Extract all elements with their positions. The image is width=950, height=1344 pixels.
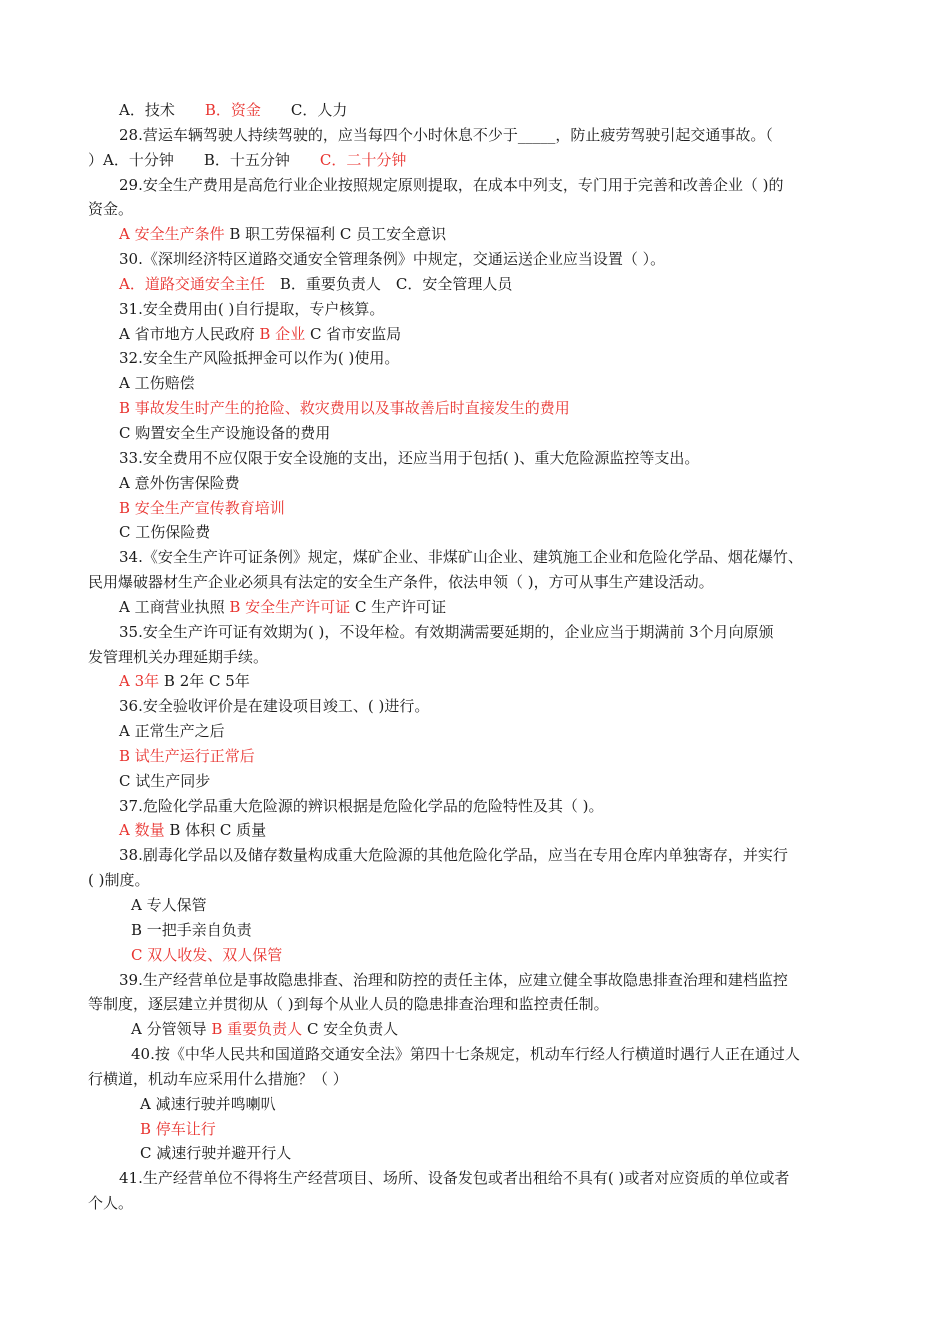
answer-text: C．二十分钟	[319, 150, 407, 169]
text-line	[88, 694, 880, 719]
text-line	[88, 471, 880, 496]
line-text: 41.生产经营单位不得将生产经营项目、场所、设备发包或者出租给不具有( )或者对应资质的单位或者	[119, 1169, 790, 1188]
text-line	[88, 843, 880, 868]
line-text: 35.安全生产许可证有效期为( )，不设年检。有效期满需要延期的，企业应当于期满前 3个月向原颁	[119, 622, 774, 641]
text-line	[88, 794, 880, 819]
text-line	[88, 893, 880, 918]
line-text: A 工伤赔偿	[119, 374, 195, 393]
text-line	[88, 98, 880, 123]
answer-text: B 企业	[259, 324, 306, 343]
text-line	[88, 148, 880, 173]
text-line	[88, 1166, 880, 1191]
answer-text: B 安全生产许可证	[229, 597, 351, 616]
text-line	[88, 918, 880, 943]
line-text: 行横道，机动车应采用什么措施？（ ）	[88, 1069, 348, 1088]
line-text: 31.安全费用由( )自行提取，专户核算。	[119, 299, 385, 318]
text-line	[88, 496, 880, 521]
text-line	[88, 968, 880, 993]
text-line	[88, 595, 880, 620]
answer-text: A．道路交通安全主任	[119, 274, 265, 293]
line-text: C 安全负责人	[302, 1020, 399, 1039]
text-line	[88, 222, 880, 247]
text-line	[88, 421, 880, 446]
text-line	[88, 1017, 880, 1042]
answer-text: B 安全生产宣传教育培训	[119, 498, 285, 517]
text-line	[88, 1092, 880, 1117]
document-body	[88, 98, 880, 1216]
line-text: C 减速行驶并避开行人	[140, 1144, 292, 1163]
text-line	[88, 272, 880, 297]
line-text: A．技术	[119, 101, 205, 119]
text-line	[88, 769, 880, 794]
line-text: 38.剧毒化学品以及储存数量构成重大危险源的其他危险化学品，应当在专用仓库内单独寄存，并实行	[119, 846, 788, 865]
text-line	[88, 1117, 880, 1142]
line-text: B 职工劳保福利 C 员工安全意识	[224, 225, 447, 244]
line-text: A 省市地方人民政府	[119, 324, 260, 343]
line-text: ( )制度。	[88, 871, 150, 890]
text-line	[88, 297, 880, 322]
line-text: B 2年 C 5年	[159, 672, 250, 691]
text-line	[88, 719, 880, 744]
line-text: 36.安全验收评价是在建设项目竣工、( )进行。	[119, 697, 430, 716]
text-line	[88, 520, 880, 545]
answer-text: A 3年	[119, 672, 160, 691]
text-line	[88, 322, 880, 347]
line-text: A 意外伤害保险费	[119, 473, 240, 492]
line-text: C 省市安监局	[305, 324, 402, 343]
line-text: C 试生产同步	[119, 771, 211, 790]
line-text: B．重要负责人 C．安全管理人员	[264, 274, 513, 293]
line-text: 等制度，逐层建立并贯彻从（ )到每个从业人员的隐患排查治理和监控责任制。	[88, 995, 609, 1014]
line-text: A 减速行驶并鸣喇叭	[140, 1094, 276, 1113]
answer-text: A 数量	[119, 821, 165, 840]
line-text: A 分管领导	[131, 1020, 212, 1039]
text-line	[88, 1067, 880, 1092]
line-text: 32.安全生产风险抵押金可以作为( )使用。	[119, 349, 400, 368]
line-text: 29.安全生产费用是高危行业企业按照规定原则提取，在成本中列支，专门用于完善和改善企业（ )的	[119, 175, 784, 194]
line-text: A 正常生产之后	[119, 722, 225, 741]
line-text: 28.营运车辆驾驶人持续驾驶的，应当每四个小时休息不少于_____，防止疲劳驾驶引起交通事故。（	[119, 125, 773, 144]
text-line	[88, 346, 880, 371]
answer-text: B 重要负责人	[211, 1020, 303, 1039]
text-line	[88, 545, 880, 570]
text-line	[88, 1042, 880, 1067]
text-line	[88, 247, 880, 272]
text-line	[88, 645, 880, 670]
text-line	[88, 992, 880, 1017]
text-line	[88, 371, 880, 396]
text-line	[88, 943, 880, 968]
text-line	[88, 868, 880, 893]
text-line	[88, 744, 880, 769]
line-text: 34.《安全生产许可证条例》规定，煤矿企业、非煤矿山企业、建筑施工企业和危险化学品、烟花爆竹、	[119, 548, 803, 567]
line-text: B 体积 C 质量	[164, 821, 267, 840]
text-line	[88, 818, 880, 843]
line-text: A 专人保管	[131, 896, 207, 914]
line-text: 40.按《中华人民共和国道路交通安全法》第四十七条规定，机动车行经人行横道时遇行人正在通过人	[131, 1045, 800, 1064]
text-line	[88, 1191, 880, 1216]
text-line	[88, 620, 880, 645]
answer-text: B 事故发生时产生的抢险、救灾费用以及事故善后时直接发生的费用	[119, 399, 570, 418]
line-text: ）A．十分钟 B．十五分钟	[88, 150, 320, 169]
text-line	[88, 396, 880, 421]
line-text: A 工商营业执照	[119, 597, 230, 616]
line-text: C．人力	[260, 101, 348, 119]
line-text: C 购置安全生产设施设备的费用	[119, 423, 331, 442]
line-text: 37.危险化学品重大危险源的辨识根据是危险化学品的危险特性及其（ )。	[119, 796, 604, 815]
answer-text: B 停车让行	[140, 1119, 216, 1138]
line-text: 民用爆破器材生产企业必须具有法定的安全生产条件，依法申领（ )，方可从事生产建设活动。	[88, 573, 714, 592]
answer-text: C 双人收发、双人保管	[131, 945, 283, 964]
answer-text: B．资金	[204, 101, 261, 119]
text-line	[88, 669, 880, 694]
line-text: 发管理机关办理延期手续。	[88, 647, 269, 666]
line-text: 个人。	[88, 1194, 134, 1213]
line-text: 33.安全费用不应仅限于安全设施的支出，还应当用于包括( )、重大危险源监控等支出。	[119, 448, 700, 467]
text-line	[88, 570, 880, 595]
text-line	[88, 123, 880, 148]
text-line	[88, 197, 880, 222]
text-line	[88, 173, 880, 198]
line-text: 资金。	[88, 200, 134, 219]
text-line	[88, 446, 880, 471]
line-text: C 生产许可证	[350, 597, 447, 616]
answer-text: B 试生产运行正常后	[119, 746, 255, 765]
line-text: C 工伤保险费	[119, 523, 211, 542]
line-text: 30.《深圳经济特区道路交通安全管理条例》中规定，交通运送企业应当设置（ ）。	[119, 250, 666, 269]
line-text: B 一把手亲自负责	[131, 920, 252, 939]
answer-text: A 安全生产条件	[119, 225, 225, 244]
line-text: 39.生产经营单位是事故隐患排查、治理和防控的责任主体，应建立健全事故隐患排查治理和建档监控	[119, 970, 788, 989]
text-line	[88, 1141, 880, 1166]
